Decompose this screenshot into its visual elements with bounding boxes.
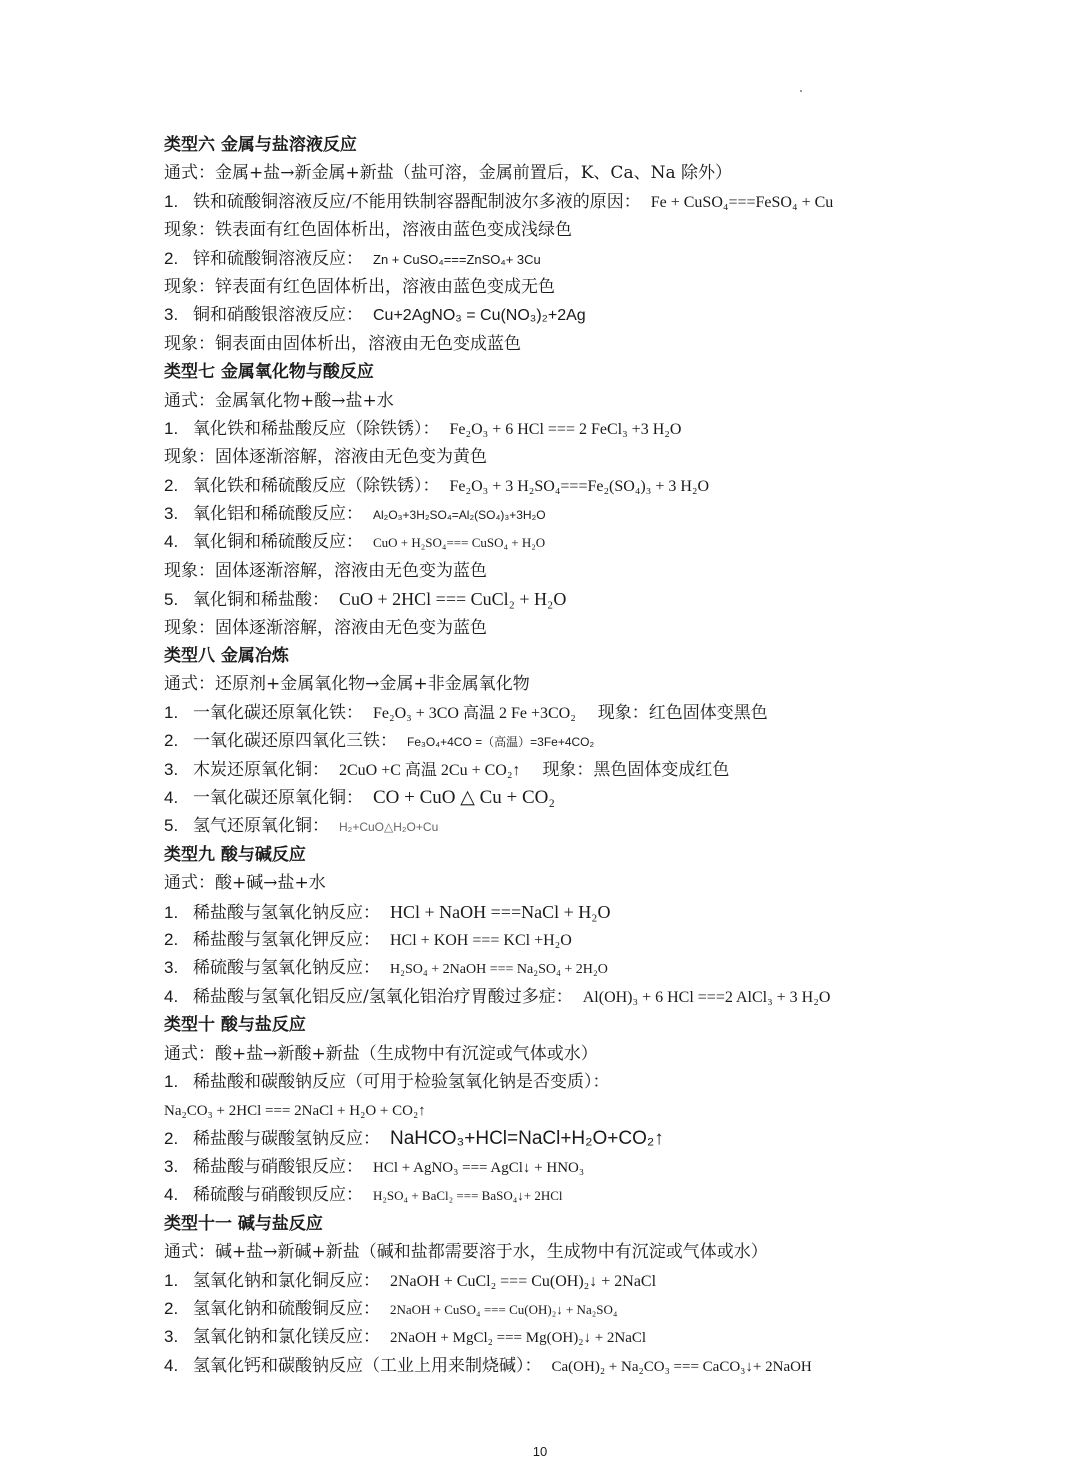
item-text: 氧化铁和稀盐酸反应（除铁锈）：: [193, 418, 440, 439]
observation: 现象：固体逐渐溶解，溶液由无色变为蓝色: [164, 560, 487, 581]
item-text: 锌和硫酸铜溶液反应：: [193, 248, 363, 269]
equation: H₂SO₄ + 2NaOH === Na₂SO₄ + 2H₂O: [390, 962, 608, 978]
item-number: 5.: [164, 816, 179, 836]
item-text: 稀硫酸与氢氧化钠反应：: [193, 958, 380, 979]
section-title: 类型十一 碱与盐反应: [164, 1213, 323, 1234]
general-formula: 通式：碱+盐→新碱+新盐（碱和盐都需要溶于水，生成物中有沉淀或气体或水）: [164, 1242, 768, 1263]
item-number: 2.: [164, 475, 179, 495]
reaction-item: [164, 1181, 1044, 1209]
general-formula: 通式：酸+盐→新酸+新盐（生成物中有沉淀或气体或水）: [164, 1043, 598, 1064]
item-number: 2.: [164, 929, 179, 949]
item-number: 3.: [164, 504, 179, 524]
equation-line: [164, 1096, 1044, 1124]
item-number: 2.: [164, 1128, 179, 1148]
item-number: 2.: [164, 248, 179, 268]
reaction-item: [164, 585, 1044, 613]
item-number: 2.: [164, 731, 179, 751]
item-text: 氢氧化钠和氯化铜反应：: [193, 1270, 380, 1291]
item-number: 4.: [164, 986, 179, 1006]
item-number: 1.: [164, 191, 179, 211]
equation: Al₂O₃+3H₂SO₄=Al₂(SO₄)₃+3H₂O: [373, 508, 546, 523]
observation: 现象：黑色固体变成红色: [542, 759, 730, 780]
item-text: 铜和硝酸银溶液反应：: [193, 305, 363, 326]
equation: Ca(OH)₂ + Na₂CO₃ === CaCO₃↓+ 2NaOH: [551, 1358, 812, 1375]
item-text: 稀硫酸与硝酸钡反应：: [193, 1185, 363, 1206]
equation: CuO + H₂SO₄=== CuSO₄ + H₂O: [373, 535, 546, 551]
item-text: 氧化铜和稀盐酸：: [193, 590, 329, 611]
item-text: 氧化铝和稀硫酸反应：: [193, 504, 363, 525]
equation: Na₂CO₃ + 2HCl === 2NaCl + H₂O + CO₂↑: [164, 1103, 426, 1120]
reaction-item: [164, 301, 1044, 329]
equation: Fe₃O₄+4CO =（高温）=3Fe+4CO₂: [407, 735, 595, 750]
item-number: 3.: [164, 759, 179, 779]
general-formula: 通式：金属氧化物+酸→盐+水: [164, 390, 394, 411]
item-text: 氧化铁和稀硫酸反应（除铁锈）：: [193, 475, 440, 496]
section-title: 类型九 酸与碱反应: [164, 844, 306, 865]
equation: CuO + 2HCl === CuCl₂ + H₂O: [339, 589, 567, 610]
item-text: 木炭还原氧化铜：: [193, 759, 329, 780]
reaction-item: [164, 756, 1044, 784]
equation: H₂+CuO△H₂O+Cu: [339, 820, 439, 835]
item-text: 一氧化碳还原氧化铁：: [193, 702, 363, 723]
reaction-item: [164, 188, 1044, 216]
document-body: [164, 131, 1044, 1380]
section-title: 类型十 酸与盐反应: [164, 1015, 306, 1036]
equation: Fe₂O₃ + 6 HCl === 2 FeCl₃ +3 H₂O: [449, 420, 682, 438]
general-formula: 通式：还原剂+金属氧化物→金属+非金属氧化物: [164, 674, 530, 695]
item-number: 1.: [164, 418, 179, 438]
reaction-item: [164, 1153, 1044, 1181]
reaction-item: [164, 784, 1044, 812]
reaction-item: [164, 699, 1044, 727]
item-text: 稀盐酸与硝酸银反应：: [193, 1157, 363, 1178]
item-number: 2.: [164, 1299, 179, 1319]
general-formula: 通式：金属+盐→新金属+新盐（盐可溶，金属前置后，K、Ca、Na 除外）: [164, 163, 732, 184]
equation: 2NaOH + MgCl₂ === Mg(OH)₂↓ + 2NaCl: [390, 1330, 647, 1347]
reaction-item: [164, 1267, 1044, 1295]
reaction-item: [164, 926, 1044, 954]
item-text: 氢氧化钙和碳酸钠反应（工业上用来制烧碱）：: [193, 1355, 542, 1376]
item-number: 4.: [164, 532, 179, 552]
item-number: 1.: [164, 902, 179, 922]
equation: 2CuO +C 高温 2Cu + CO₂↑: [339, 761, 521, 779]
item-number: 3.: [164, 958, 179, 978]
equation: 2NaOH + CuCl₂ === Cu(OH)₂↓ + 2NaCl: [390, 1272, 657, 1290]
equation: HCl + AgNO₃ === AgCl↓ + HNO₃: [373, 1160, 585, 1177]
reaction-item: [164, 415, 1044, 443]
equation: Fe₂O₃ + 3 H₂SO₄===Fe₂(SO₄)₃ + 3 H₂O: [449, 477, 710, 495]
item-text: 稀盐酸与氢氧化钠反应：: [193, 902, 380, 923]
item-text: 氢氧化钠和硫酸铜反应：: [193, 1299, 380, 1320]
reaction-item: [164, 983, 1044, 1011]
equation: Zn + CuSO₄===ZnSO₄+ 3Cu: [373, 251, 541, 267]
item-number: 1.: [164, 1270, 179, 1290]
item-text: 稀盐酸与氢氧化铝反应/氢氧化铝治疗胃酸过多症：: [193, 986, 573, 1007]
reaction-item: [164, 727, 1044, 755]
equation: HCl + NaOH ===NaCl + H₂O: [390, 901, 611, 922]
item-text: 稀盐酸和碳酸钠反应（可用于检验氢氧化钠是否变质）：: [193, 1071, 610, 1092]
section-title: 类型六 金属与盐溶液反应: [164, 135, 357, 155]
reaction-item: [164, 1323, 1044, 1351]
item-number: 5.: [164, 590, 179, 610]
item-number: 4.: [164, 787, 179, 807]
section-title: 类型八 金属冶炼: [164, 646, 289, 667]
reaction-item: [164, 1125, 1044, 1153]
reaction-item: [164, 500, 1044, 528]
section-title: 类型七 金属氧化物与酸反应: [164, 362, 374, 383]
reaction-item: [164, 898, 1044, 926]
equation: Al(OH)₃ + 6 HCl ===2 AlCl₃ + 3 H₂O: [582, 988, 831, 1006]
reaction-item: [164, 812, 1044, 840]
observation: 现象：铜表面由固体析出，溶液由无色变成蓝色: [164, 333, 521, 354]
item-number: 3.: [164, 305, 179, 325]
item-text: 氧化铜和稀硫酸反应：: [193, 532, 363, 553]
item-number: 3.: [164, 1327, 179, 1347]
equation: NaHCO₃+HCl=NaCl+H₂O+CO₂↑: [390, 1127, 664, 1149]
item-number: 4.: [164, 1355, 179, 1375]
scan-speck: [800, 90, 802, 92]
equation: H₂SO₄ + BaCl₂ === BaSO₄↓+ 2HCl: [373, 1188, 563, 1204]
item-number: 3.: [164, 1157, 179, 1177]
equation: CO + CuO △ Cu + CO₂: [373, 786, 556, 808]
reaction-item: [164, 954, 1044, 982]
observation: 现象：固体逐渐溶解，溶液由无色变为黄色: [164, 447, 487, 468]
equation: Fe + CuSO₄===FeSO₄ + Cu: [650, 193, 834, 211]
reaction-item: [164, 245, 1044, 273]
equation: Fe₂O₃ + 3CO 高温 2 Fe +3CO₂: [373, 704, 576, 722]
item-text: 一氧化碳还原四氧化三铁：: [193, 731, 397, 752]
reaction-item: [164, 472, 1044, 500]
item-text: 一氧化碳还原氧化铜：: [193, 787, 363, 808]
reaction-item: [164, 1352, 1044, 1380]
item-text: 稀盐酸与氢氧化钾反应：: [193, 929, 380, 950]
item-text: 稀盐酸与碳酸氢钠反应：: [193, 1128, 380, 1149]
item-text: 氢氧化钠和氯化镁反应：: [193, 1327, 380, 1348]
observation: 现象：红色固体变黑色: [597, 702, 768, 723]
reaction-item: [164, 528, 1044, 556]
page-number: 10: [532, 1444, 548, 1459]
general-formula: 通式：酸+碱→盐+水: [164, 873, 326, 894]
equation: Cu+2AgNO₃ = Cu(NO₃)₂+2Ag: [373, 307, 586, 325]
item-text: 氢气还原氧化铜：: [193, 816, 329, 837]
reaction-item: [164, 1068, 1044, 1096]
item-number: 4.: [164, 1185, 179, 1205]
observation: 现象：铁表面有红色固体析出，溶液由蓝色变成浅绿色: [164, 220, 572, 241]
equation: HCl + KOH === KCl +H₂O: [390, 931, 572, 949]
observation: 现象：固体逐渐溶解，溶液由无色变为蓝色: [164, 617, 487, 638]
observation: 现象：锌表面有红色固体析出，溶液由蓝色变成无色: [164, 276, 555, 297]
item-number: 1.: [164, 702, 179, 722]
item-text: 铁和硫酸铜溶液反应/不能用铁制容器配制波尔多液的原因：: [193, 191, 641, 212]
equation: 2NaOH + CuSO₄ === Cu(OH)₂↓ + Na₂SO₄: [390, 1302, 618, 1318]
item-number: 1.: [164, 1071, 179, 1091]
reaction-item: [164, 1295, 1044, 1323]
